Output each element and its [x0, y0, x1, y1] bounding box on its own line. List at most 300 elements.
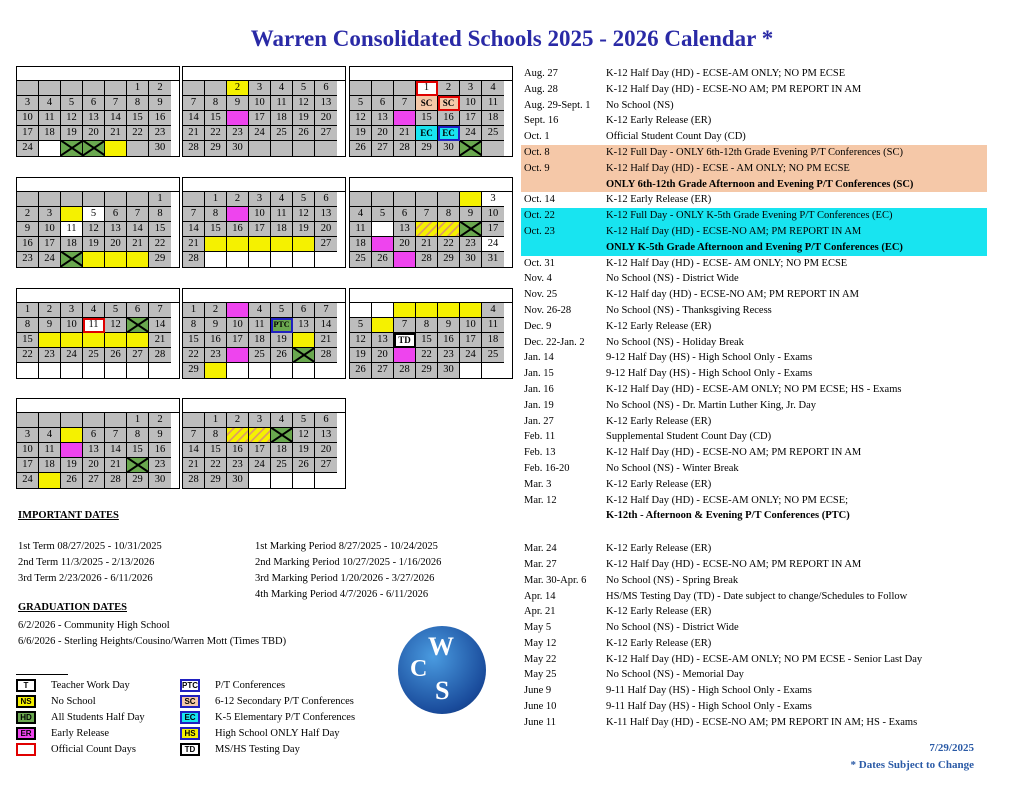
day-cell: 2 [227, 413, 249, 428]
day-cell: 13 [293, 318, 315, 333]
day-cell: 24 [249, 126, 271, 141]
event-description-line2: K-12th - Afternoon & Evening P/T Conferences (PTC) [606, 510, 850, 522]
day-cell [249, 252, 271, 267]
day-cell: 27 [83, 473, 105, 488]
day-cell: TD [394, 333, 416, 348]
day-cell: 12 [61, 111, 83, 126]
event-row [521, 319, 987, 335]
legend-swatch [16, 743, 36, 756]
month-grid [182, 398, 346, 489]
day-cell: 9 [460, 207, 482, 222]
event-date: Dec. 9 [524, 320, 552, 332]
day-cell: 6 [83, 96, 105, 111]
day-cell: 5 [271, 303, 293, 318]
event-date: June 11 [524, 716, 556, 728]
week-row [183, 363, 345, 378]
day-cell: 1 [149, 192, 171, 207]
day-cell: 26 [350, 141, 372, 156]
event-date: Jan. 19 [524, 399, 554, 411]
day-cell [127, 252, 149, 267]
event-description: K-12 Half Day (HD) - ECSE-NO AM; PM REPORT IN AM [606, 447, 862, 459]
event-date: Nov. 26-28 [524, 304, 572, 316]
event-row [521, 82, 987, 98]
day-cell [482, 141, 504, 156]
day-cell: 24 [249, 458, 271, 473]
day-cell: 14 [127, 222, 149, 237]
day-cell: 15 [127, 111, 149, 126]
day-cell: 7 [127, 207, 149, 222]
day-cell: 23 [227, 458, 249, 473]
day-cell: 19 [61, 126, 83, 141]
event-row [521, 98, 987, 114]
day-cell: 13 [315, 428, 337, 443]
day-cell [227, 363, 249, 378]
week-row [17, 252, 179, 267]
day-cell: 24 [460, 348, 482, 363]
day-cell [17, 363, 39, 378]
event-description: No School (NS) - Winter Break [606, 462, 739, 474]
graduation-dates-heading: GRADUATION DATES [18, 602, 127, 613]
day-cell [271, 252, 293, 267]
day-cell [315, 141, 337, 156]
day-cell [39, 192, 61, 207]
day-cell: 11 [482, 96, 504, 111]
day-cell: 24 [460, 126, 482, 141]
day-cell: 9 [149, 96, 171, 111]
day-cell: 7 [394, 96, 416, 111]
event-description: No School (NS) - Spring Break [606, 574, 739, 586]
day-cell [416, 303, 438, 318]
day-cell [127, 192, 149, 207]
day-cell: 27 [127, 348, 149, 363]
day-cell [350, 192, 372, 207]
day-cell: PTC [271, 318, 293, 333]
week-row [17, 318, 179, 333]
marking-period-item: 1st Marking Period 8/27/2025 - 10/24/2025 [255, 541, 438, 552]
day-cell: 8 [205, 207, 227, 222]
day-cell: 30 [227, 141, 249, 156]
week-row [17, 473, 179, 488]
week-row [350, 252, 512, 267]
day-cell [271, 237, 293, 252]
day-cell [227, 348, 249, 363]
day-cell: 6 [127, 303, 149, 318]
day-cell [105, 413, 127, 428]
day-cell [105, 81, 127, 96]
day-cell [205, 363, 227, 378]
day-cell [438, 222, 460, 237]
day-cell: EC [438, 126, 460, 141]
day-cell: 7 [149, 303, 171, 318]
day-cell: 1 [416, 81, 438, 96]
day-cell: 22 [205, 126, 227, 141]
day-cell [315, 252, 337, 267]
day-cell [460, 363, 482, 378]
event-row [521, 620, 987, 636]
event-date: Aug. 29-Sept. 1 [524, 99, 591, 111]
month-header [183, 178, 345, 192]
day-cell [227, 303, 249, 318]
event-date: May 22 [524, 653, 557, 665]
event-date: Nov. 4 [524, 273, 552, 285]
month-header [350, 289, 512, 303]
event-description: K-12 Half Day (HD) - ECSE- AM ONLY; NO PM ECSE [606, 257, 848, 269]
event-row [521, 256, 987, 272]
day-cell: 8 [416, 318, 438, 333]
day-cell [271, 141, 293, 156]
day-cell: 6 [315, 81, 337, 96]
day-cell: 21 [183, 458, 205, 473]
day-cell: 10 [61, 318, 83, 333]
day-cell [39, 81, 61, 96]
day-cell: 5 [350, 96, 372, 111]
day-cell: 17 [482, 222, 504, 237]
month-header [183, 399, 345, 413]
day-cell [39, 363, 61, 378]
event-row [521, 715, 987, 731]
day-cell [39, 413, 61, 428]
day-cell: 2 [205, 303, 227, 318]
important-dates-heading: IMPORTANT DATES [18, 510, 119, 521]
event-row [521, 161, 987, 193]
day-cell: 30 [438, 363, 460, 378]
week-row [17, 192, 179, 207]
day-cell: 17 [249, 111, 271, 126]
day-cell: 15 [205, 443, 227, 458]
day-cell: 22 [183, 348, 205, 363]
week-row [17, 222, 179, 237]
day-cell: 5 [105, 303, 127, 318]
day-cell [83, 141, 105, 156]
day-cell [350, 303, 372, 318]
week-row [183, 192, 345, 207]
day-cell [61, 252, 83, 267]
event-description: K-12 Half Day (HD) - ECSE-AM ONLY; NO PM ECSE; [606, 494, 849, 506]
month-header [350, 67, 512, 81]
day-cell: 12 [293, 96, 315, 111]
event-description: K-12 Early Release (ER) [606, 637, 712, 649]
day-cell: 8 [438, 207, 460, 222]
event-row [521, 271, 987, 287]
day-cell: 5 [293, 413, 315, 428]
day-cell: SC [416, 96, 438, 111]
day-cell: 18 [482, 333, 504, 348]
day-cell [271, 428, 293, 443]
week-row [350, 303, 512, 318]
legend-swatch: TD [180, 743, 200, 756]
day-cell: 13 [372, 111, 394, 126]
event-row [521, 573, 987, 589]
day-cell: 10 [39, 222, 61, 237]
day-cell: 10 [17, 111, 39, 126]
day-cell: 4 [271, 413, 293, 428]
month-grid [16, 66, 180, 157]
day-cell: 18 [271, 111, 293, 126]
graduation-list [18, 618, 286, 650]
event-description: K-12 Early Release (ER) [606, 320, 712, 332]
day-cell: 15 [205, 111, 227, 126]
day-cell [183, 413, 205, 428]
day-cell: 13 [394, 222, 416, 237]
day-cell: 11 [39, 111, 61, 126]
day-cell: 29 [205, 141, 227, 156]
event-description: K-12 Half Day (HD) - ECSE-AM ONLY; NO PM ECSE; HS - Exams [606, 383, 902, 395]
day-cell [205, 81, 227, 96]
marking-periods-list [255, 539, 441, 603]
event-date: May 25 [524, 669, 557, 681]
day-cell: 26 [372, 252, 394, 267]
day-cell: 25 [249, 348, 271, 363]
revision-date: 7/29/2025 [929, 742, 974, 754]
event-row [521, 445, 987, 461]
week-row [17, 96, 179, 111]
day-cell: 13 [315, 96, 337, 111]
day-cell [372, 222, 394, 237]
day-cell: 12 [350, 111, 372, 126]
day-cell: 22 [416, 348, 438, 363]
event-row [521, 667, 987, 683]
day-cell: 14 [183, 443, 205, 458]
logo-letter-c: C [410, 656, 428, 682]
day-cell: 9 [227, 96, 249, 111]
week-row [183, 458, 345, 473]
day-cell: 24 [17, 141, 39, 156]
day-cell [39, 141, 61, 156]
month-header [17, 178, 179, 192]
event-row [521, 335, 987, 351]
day-cell: 26 [293, 458, 315, 473]
day-cell: 17 [17, 126, 39, 141]
day-cell: 24 [482, 237, 504, 252]
day-cell [460, 192, 482, 207]
week-row [183, 428, 345, 443]
day-cell: 30 [149, 473, 171, 488]
month-grid [182, 288, 346, 379]
day-cell [293, 473, 315, 488]
day-cell: 28 [105, 473, 127, 488]
day-cell: 20 [315, 222, 337, 237]
day-cell: 13 [83, 443, 105, 458]
day-cell: 3 [460, 81, 482, 96]
day-cell: 12 [293, 207, 315, 222]
event-row [521, 652, 987, 668]
day-cell: 10 [460, 96, 482, 111]
day-cell: 15 [416, 111, 438, 126]
month-grid [349, 177, 513, 268]
day-cell: 19 [293, 443, 315, 458]
week-row [17, 111, 179, 126]
day-cell: 12 [293, 428, 315, 443]
day-cell: 17 [39, 237, 61, 252]
day-cell: 7 [183, 96, 205, 111]
week-row [17, 333, 179, 348]
day-cell [61, 192, 83, 207]
day-cell: 10 [482, 207, 504, 222]
event-row [521, 398, 987, 414]
legend-swatch: SC [180, 695, 200, 708]
day-cell: 2 [149, 81, 171, 96]
week-row [17, 303, 179, 318]
day-cell [17, 192, 39, 207]
day-cell: 28 [183, 252, 205, 267]
day-cell: 14 [183, 111, 205, 126]
event-date: Feb. 16-20 [524, 462, 570, 474]
legend-label: K-5 Elementary P/T Conferences [215, 712, 356, 723]
week-row [183, 96, 345, 111]
day-cell [249, 141, 271, 156]
event-description: No School (NS) - Dr. Martin Luther King, Jr. Day [606, 399, 816, 411]
event-date: May 5 [524, 622, 552, 634]
month-grid [349, 288, 513, 379]
day-cell [227, 237, 249, 252]
day-cell: 21 [183, 126, 205, 141]
graduation-item: 6/2/2026 - Community High School [18, 620, 170, 631]
event-date: Aug. 27 [524, 68, 558, 79]
day-cell: 9 [205, 318, 227, 333]
day-cell [17, 81, 39, 96]
page-title: Warren Consolidated Schools 2025 - 2026 Calendar * [250, 26, 774, 51]
event-description-line2: ONLY 6th-12th Grade Afternoon and Evening P/T Conferences (SC) [606, 178, 914, 190]
week-row [17, 81, 179, 96]
event-row [521, 287, 987, 303]
day-cell: 28 [416, 252, 438, 267]
day-cell: 16 [17, 237, 39, 252]
day-cell: 10 [249, 207, 271, 222]
day-cell: 20 [83, 458, 105, 473]
week-row [17, 443, 179, 458]
logo-letter-s: S [435, 676, 450, 705]
event-date: Jan. 14 [524, 352, 554, 364]
week-row [350, 141, 512, 156]
day-cell [249, 428, 271, 443]
day-cell: 31 [482, 252, 504, 267]
day-cell [249, 237, 271, 252]
day-cell: 3 [17, 96, 39, 111]
event-row [521, 382, 987, 398]
legend-label: Official Count Days [51, 744, 136, 755]
day-cell [416, 192, 438, 207]
day-cell: 19 [350, 348, 372, 363]
day-cell: 20 [315, 111, 337, 126]
day-cell: 29 [438, 252, 460, 267]
event-description: K-12 Early Release (ER) [606, 543, 712, 555]
event-description: K-12 Early Release (ER) [606, 194, 712, 206]
day-cell [149, 363, 171, 378]
event-row [521, 208, 987, 224]
day-cell: 12 [105, 318, 127, 333]
day-cell: 11 [271, 96, 293, 111]
day-cell [350, 81, 372, 96]
day-cell: 6 [105, 207, 127, 222]
day-cell: 5 [61, 96, 83, 111]
day-cell: 5 [293, 81, 315, 96]
event-date: Mar. 30-Apr. 6 [524, 574, 587, 586]
event-row [521, 350, 987, 366]
term-item: 2nd Term 11/3/2025 - 2/13/2026 [18, 557, 155, 568]
day-cell: 11 [482, 318, 504, 333]
day-cell [460, 222, 482, 237]
day-cell: 22 [149, 237, 171, 252]
week-row [350, 363, 512, 378]
day-cell: 11 [271, 207, 293, 222]
day-cell [394, 348, 416, 363]
month-grid [182, 66, 346, 157]
day-cell: 8 [127, 96, 149, 111]
day-cell: 4 [39, 96, 61, 111]
week-row [350, 318, 512, 333]
day-cell: 15 [183, 333, 205, 348]
day-cell: 8 [205, 428, 227, 443]
month-header [17, 289, 179, 303]
day-cell [293, 237, 315, 252]
legend-swatch: EC [180, 711, 200, 724]
day-cell: 6 [83, 428, 105, 443]
day-cell: 19 [271, 333, 293, 348]
day-cell: 11 [39, 443, 61, 458]
day-cell [17, 413, 39, 428]
event-description: K-12 Early Release (ER) [606, 415, 712, 427]
week-row [350, 207, 512, 222]
week-row [183, 333, 345, 348]
event-description: 9-12 Half Day (HS) - High School Only - Exams [606, 368, 813, 380]
legend-swatch: ER [16, 727, 36, 740]
legend-swatch: HS [180, 727, 200, 740]
week-row [183, 81, 345, 96]
marking-period-item: 2nd Marking Period 10/27/2025 - 1/16/2026 [255, 557, 442, 568]
event-row [521, 557, 987, 573]
day-cell [205, 252, 227, 267]
event-date: May 12 [524, 637, 557, 649]
day-cell: 7 [105, 96, 127, 111]
day-cell: 19 [61, 458, 83, 473]
day-cell: 1 [127, 413, 149, 428]
day-cell: 18 [271, 222, 293, 237]
day-cell: 16 [205, 333, 227, 348]
day-cell [372, 318, 394, 333]
day-cell [271, 473, 293, 488]
day-cell: 17 [17, 458, 39, 473]
day-cell: 28 [149, 348, 171, 363]
day-cell [105, 141, 127, 156]
event-description: K-12 Early Release (ER) [606, 115, 712, 127]
week-row [183, 473, 345, 488]
day-cell: 2 [438, 81, 460, 96]
day-cell [394, 81, 416, 96]
day-cell: 11 [83, 318, 105, 333]
day-cell: 3 [249, 81, 271, 96]
event-description: Official Student Count Day (CD) [606, 131, 746, 143]
day-cell: 3 [39, 207, 61, 222]
day-cell: SC [438, 96, 460, 111]
event-date: Oct. 31 [524, 257, 555, 269]
day-cell: 15 [149, 222, 171, 237]
day-cell [293, 333, 315, 348]
event-description: HS/MS Testing Day (TD) - Date subject to change/Schedules to Follow [606, 590, 908, 602]
day-cell: 27 [315, 458, 337, 473]
event-date: Dec. 22-Jan. 2 [524, 336, 585, 348]
event-description: K-12 Early Release (ER) [606, 478, 712, 490]
event-description: K-12 Half day (HD) - ECSE-NO AM; PM REPORT IN AM [606, 289, 859, 301]
day-cell [460, 141, 482, 156]
day-cell: 29 [416, 363, 438, 378]
week-row [17, 141, 179, 156]
event-row [521, 429, 987, 445]
day-cell: 7 [394, 318, 416, 333]
day-cell: 29 [127, 473, 149, 488]
week-row [17, 363, 179, 378]
day-cell: 6 [394, 207, 416, 222]
day-cell: 17 [227, 333, 249, 348]
